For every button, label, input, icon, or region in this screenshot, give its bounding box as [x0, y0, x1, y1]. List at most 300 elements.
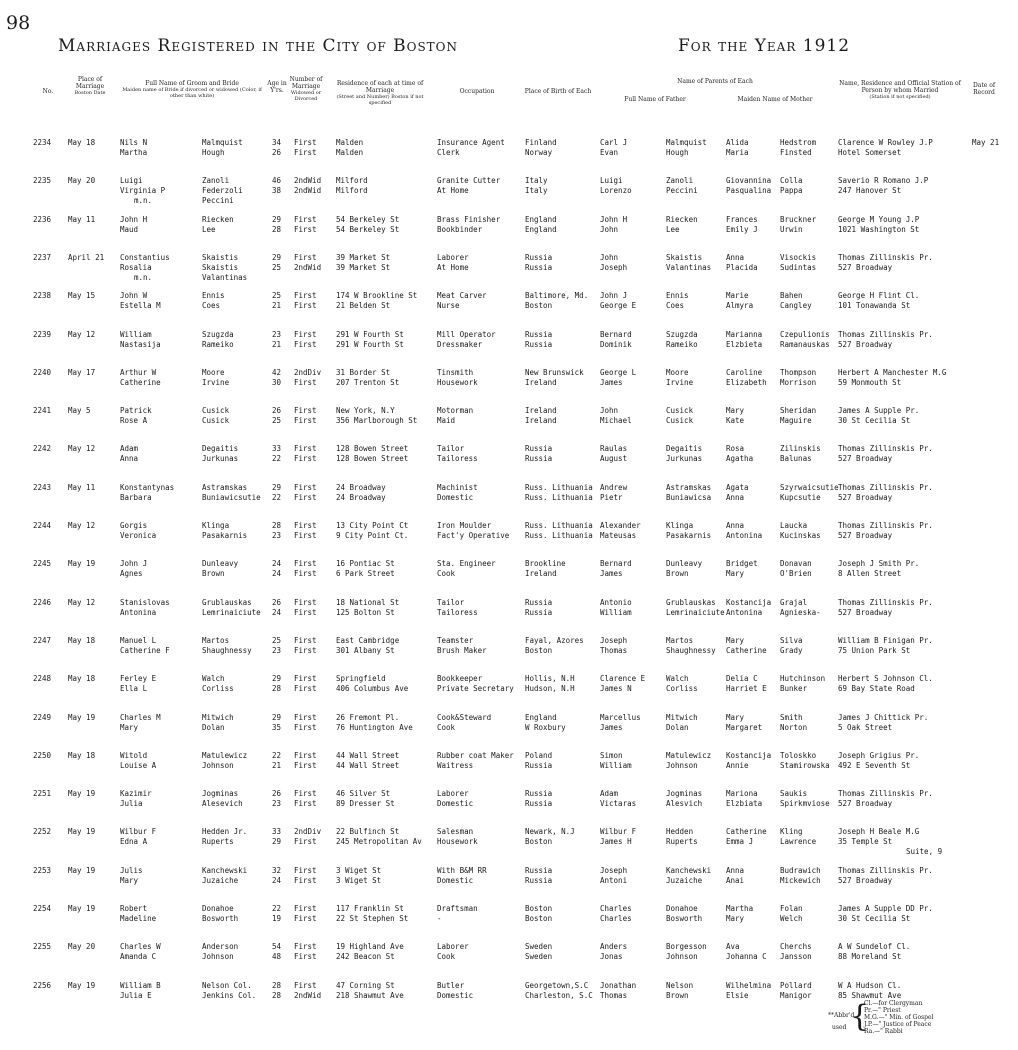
first-names-line1: Witold: [120, 750, 148, 760]
father-first-names-line1: Anders: [600, 942, 628, 952]
mother-last-names-line2: Finsted: [780, 148, 812, 157]
mother-first-names-line1: Agata: [726, 482, 749, 492]
ages-line1: 29: [272, 674, 282, 684]
ages-line2: 24: [272, 569, 282, 579]
mother-first-names-line2: Anna: [726, 492, 745, 502]
first-names-line1: Julis: [120, 865, 143, 875]
birthplaces-line1: Russia: [525, 597, 553, 607]
mother-last-names-line2: Sudintas: [780, 262, 817, 272]
marriage-numbers-line2: First: [294, 301, 317, 311]
birthplaces-line1: Georgetown,S.C: [525, 980, 589, 990]
ages-line1: 22: [272, 750, 282, 760]
last-names-line2: Cusick: [202, 416, 230, 426]
mother-last-names-line1: Sheridan: [780, 406, 817, 416]
marriage-date-line1: May 12: [68, 329, 96, 339]
mother-last-names-line1: Kling: [780, 827, 803, 837]
birthplaces-line1: England: [525, 712, 557, 722]
father-last-names-line1: Malmquist: [666, 138, 707, 147]
marriage-numbers-line2: First: [294, 148, 317, 157]
occupations-line2: Domestic: [437, 875, 474, 885]
ages-line2: 38: [272, 186, 282, 196]
birthplaces-line1: Hollis, N.H: [525, 674, 575, 684]
father-first-names-line2: Jonas: [600, 952, 623, 962]
mother-last-names-line2: Grady: [780, 645, 803, 655]
officiant-line2: 59 Monmouth St: [838, 377, 902, 387]
mother-first-names-line1: Bridget: [726, 559, 758, 569]
ages-line2: 25: [272, 416, 282, 426]
mother-last-names-line1: Visockis: [780, 252, 817, 262]
marriage-numbers-line2: First: [294, 722, 317, 732]
birthplaces-line1: England: [525, 214, 557, 224]
father-first-names-line2: James: [600, 722, 623, 732]
first-names-line2: Barbara: [120, 492, 152, 502]
mother-first-names-line1: Kostancija: [726, 597, 772, 607]
header-number-label: Number of Marriage: [289, 76, 323, 90]
ages-line2: 23: [272, 645, 282, 655]
residences-line2: 291 W Fourth St: [336, 339, 404, 349]
mother-last-names-line2: Lawrence: [780, 837, 817, 847]
father-first-names-line1: Wilbur F: [600, 827, 637, 837]
birthplaces-line2: Russia: [525, 760, 553, 770]
occupations-line1: Draftsman: [437, 904, 478, 913]
ages-line1: 46: [272, 176, 282, 186]
birthplaces-line2: Boston: [525, 645, 553, 655]
first-names-line2: Estella M: [120, 301, 161, 311]
father-last-names-line1: Klinga: [666, 521, 694, 530]
father-last-names-line1: Skaistis: [666, 252, 703, 262]
marriage-numbers-line1: First: [294, 482, 317, 492]
officiant-line1: James J Chittick Pr.: [838, 712, 929, 722]
birthplaces-line2: Sweden: [525, 952, 553, 962]
mother-first-names-line2: Elizabeth: [726, 377, 767, 387]
marriage-numbers-line1: 2ndDiv: [294, 367, 322, 377]
legend-item: J.P.—" Justice of Peace: [864, 1021, 932, 1028]
residences-line1: 24 Broadway: [336, 482, 386, 492]
father-last-names-line1: Grublauskas: [666, 597, 716, 607]
last-names-line2: Coes: [202, 301, 221, 311]
birthplaces-line1: Russ. Lithuania: [525, 521, 593, 530]
officiant-line2: 527 Broadway: [838, 454, 893, 464]
mother-last-names-line1: Bahen: [780, 291, 803, 301]
mother-last-names-line1: Silva: [780, 635, 803, 645]
marriage-date-line1: May 18: [68, 635, 96, 645]
last-names-line1: Anderson: [202, 942, 239, 952]
record-row: [0, 252, 1018, 282]
first-names-line1: Konstantynas: [120, 482, 175, 492]
legend-used: used: [832, 1024, 847, 1031]
father-first-names-line1: George L: [600, 367, 637, 377]
birthplaces-line1: Sweden: [525, 942, 553, 952]
residences-line2: 21 Belden St: [336, 301, 391, 311]
mother-last-names-line1: Bruckner: [780, 214, 817, 224]
residences-line1: 31 Border St: [336, 367, 391, 377]
first-names-line1: Ferley E: [120, 674, 157, 684]
marriage-date-line1: May 20: [68, 176, 96, 186]
father-last-names-line1: Jogminas: [666, 789, 703, 799]
occupations-line1: Insurance Agent: [437, 138, 505, 147]
legend-brace: {: [850, 999, 870, 1034]
birthplaces-line2: Russia: [525, 875, 553, 885]
first-names-line2: Amanda C: [120, 952, 157, 962]
officiant-line2: 88 Moreland St: [838, 952, 902, 962]
ages-line2: 21: [272, 760, 282, 770]
header-father: Full Name of Father: [624, 96, 686, 103]
mother-first-names-line2: Harriet E: [726, 684, 767, 694]
birthplaces-line2: W Roxbury: [525, 722, 566, 732]
header-residence: [330, 80, 430, 106]
officiant-line2: 527 Broadway: [838, 607, 893, 617]
first-names-line1: Charles W: [120, 942, 161, 952]
marriage-date-line1: May 12: [68, 521, 96, 530]
residences-line2: 245 Metropolitan Av: [336, 837, 422, 847]
father-last-names-line2: Bosworth: [666, 914, 703, 923]
marriage-numbers-line2: First: [294, 952, 317, 962]
marriage-numbers-line1: 2ndWid: [294, 176, 322, 186]
father-last-names-line2: Rameiko: [666, 339, 698, 349]
occupations-line2: Dressmaker: [437, 339, 483, 349]
officiant-line2: 492 E Seventh St: [838, 760, 911, 770]
father-last-names-line2: Johnson: [666, 760, 698, 770]
officiant-line2: 527 Broadway: [838, 531, 893, 540]
legend-list: [864, 1000, 933, 1035]
officiant-line1: Thomas Zillinskis Pr.: [838, 329, 933, 339]
record-row: [0, 904, 1018, 926]
record-row: [0, 406, 1018, 428]
last-names-line2: Jurkunas: [202, 454, 239, 464]
ages-line2: 26: [272, 148, 282, 157]
first-names-line1: Arthur W: [120, 367, 157, 377]
ages-line1: 33: [272, 444, 282, 454]
father-first-names-line2: William: [600, 607, 632, 617]
birthplaces-line1: Russia: [525, 329, 553, 339]
marriage-numbers-line2: 2ndWid: [294, 186, 322, 196]
marriage-numbers-line1: First: [294, 521, 317, 530]
birthplaces-line1: Italy: [525, 176, 548, 186]
occupations-line2: Housework: [437, 377, 478, 387]
father-last-names-line2: Ruperts: [666, 837, 698, 847]
marriage-numbers-line1: First: [294, 865, 317, 875]
ages-line2: 28: [272, 990, 282, 1000]
father-first-names-line2: Mateusas: [600, 531, 637, 540]
legend-item: M.G.—" Min. of Gospel: [864, 1014, 934, 1021]
father-last-names-line2: Buniawicsa: [666, 492, 712, 502]
mother-last-names-line2: Kupcsutie: [780, 492, 821, 502]
first-names-line2: Louise A: [120, 760, 157, 770]
marriage-date-line1: May 12: [68, 597, 96, 607]
marriage-date-line1: May 11: [68, 482, 96, 492]
last-names-line2: Rameiko: [202, 339, 234, 349]
father-first-names-line2: Antoni: [600, 875, 628, 885]
record-number-line1: 2254: [33, 904, 52, 913]
marriage-date-line1: May 11: [68, 214, 96, 224]
first-names-line1: Luigi: [120, 176, 143, 186]
record-row: [0, 176, 1018, 206]
mother-first-names-line2: Almyra: [726, 301, 754, 311]
record-row: [0, 215, 1018, 237]
birthplaces-line2: Hudson, N.H: [525, 684, 575, 694]
father-first-names-line2: Evan: [600, 148, 619, 157]
mother-first-names-line1: Marie: [726, 291, 749, 301]
father-first-names-line2: Michael: [600, 416, 632, 426]
bride-maiden-note: m.n.: [134, 196, 153, 206]
birthplaces-line2: Russ. Lithuania: [525, 531, 593, 540]
father-first-names-line1: Andrew: [600, 482, 628, 492]
officiant-line1: W A Hudson Cl.: [838, 980, 902, 990]
marriage-date-line1: May 15: [68, 291, 96, 301]
residences-line2: 128 Bowen Street: [336, 454, 409, 464]
marriage-numbers-line2: First: [294, 416, 317, 426]
record-number-line1: 2256: [33, 980, 52, 990]
residences-line1: 26 Fremont Pl.: [336, 712, 400, 722]
marriage-numbers-line1: First: [294, 980, 317, 990]
occupations-line1: Sta. Engineer: [437, 559, 496, 569]
mother-last-names-line1: Toloskko: [780, 750, 817, 760]
mother-last-names-line2: Ramanauskas: [780, 339, 830, 349]
header-parents: Name of Parents of Each: [677, 78, 753, 85]
mother-first-names-line1: Frances: [726, 214, 758, 224]
last-names-line1: Astramskas: [202, 482, 248, 492]
occupations-line1: Mill Operator: [437, 329, 496, 339]
record-row: [0, 559, 1018, 581]
record-row: [0, 483, 1018, 505]
occupations-line2: Cook: [437, 569, 456, 579]
father-first-names-line1: Charles: [600, 904, 632, 913]
officiant-line1: George M Young J.P: [838, 214, 920, 224]
residences-line2: Malden: [336, 148, 364, 157]
residences-line1: Springfield: [336, 674, 386, 684]
header-age: Age in Y'rs.: [267, 80, 287, 94]
mother-last-names-line2: Kucinskas: [780, 531, 821, 540]
bride-maiden-name: Valantinas: [202, 272, 248, 282]
mother-last-names-line2: Welch: [780, 914, 803, 923]
officiant-line1: Clarence W Rowley J.P: [838, 138, 933, 147]
officiant-line2: 30 St Cecilia St: [838, 416, 911, 426]
mother-last-names-line2: Norton: [780, 722, 808, 732]
father-first-names-line2: James H: [600, 837, 632, 847]
father-first-names-line1: John: [600, 406, 619, 416]
marriage-numbers-line1: First: [294, 942, 317, 952]
mother-first-names-line1: Anna: [726, 252, 745, 262]
last-names-line1: Szugzda: [202, 329, 234, 339]
last-names-line2: Juzaiche: [202, 875, 239, 885]
last-names-line2: Pasakarnis: [202, 531, 248, 540]
father-last-names-line1: Dunleavy: [666, 559, 703, 569]
first-names-line2: Julia E: [120, 990, 152, 1000]
marriage-numbers-line1: First: [294, 214, 317, 224]
record-number-line1: 2238: [33, 291, 52, 301]
father-last-names-line2: Irvine: [666, 377, 694, 387]
record-row: [0, 751, 1018, 773]
first-names-line2: Antonina: [120, 607, 157, 617]
father-last-names-line1: Zanoli: [666, 176, 694, 186]
residences-line2: 207 Trenton St: [336, 377, 400, 387]
officiant-line1: Thomas Zillinskis Pr.: [838, 597, 933, 607]
bride-maiden-name: Peccini: [202, 196, 234, 206]
birthplaces-line2: Boston: [525, 914, 553, 923]
first-names-line1: Patrick: [120, 406, 152, 416]
birthplaces-line1: Boston: [525, 904, 553, 913]
record-row: [0, 330, 1018, 352]
ages-line2: 23: [272, 799, 282, 809]
officiant-line1: Thomas Zillinskis Pr.: [838, 521, 933, 530]
record-row: [0, 942, 1018, 964]
birthplaces-line1: Fayal, Azores: [525, 635, 584, 645]
officiant-line1: Thomas Zillinskis Pr.: [838, 252, 933, 262]
legend-item: Cl.—for Clergyman: [864, 1000, 923, 1007]
first-names-line2: Virginia P: [120, 186, 166, 196]
ages-line2: 25: [272, 262, 282, 272]
ages-line1: 29: [272, 214, 282, 224]
mother-last-names-line1: Grajal: [780, 597, 808, 607]
last-names-line2: Buniawicsutie: [202, 492, 261, 502]
record-number-line1: 2240: [33, 367, 52, 377]
father-first-names-line2: William: [600, 760, 632, 770]
father-last-names-line2: Cusick: [666, 416, 694, 426]
ages-line2: 28: [272, 224, 282, 234]
officiant-line2: 85 Shawmut Ave: [838, 990, 902, 1000]
marriage-date-line1: May 17: [68, 367, 96, 377]
last-names-line2: Bosworth: [202, 914, 239, 923]
residences-line2: 356 Marlborough St: [336, 416, 418, 426]
legend-item: Pr.—" Priest: [864, 1007, 901, 1014]
birthplaces-line1: Russia: [525, 444, 553, 454]
marriage-numbers-line1: First: [294, 597, 317, 607]
mother-last-names-line1: Czepulionis: [780, 329, 830, 339]
father-last-names-line2: Coes: [666, 301, 685, 311]
birthplaces-line1: Finland: [525, 138, 557, 147]
officiant-line1: George H Flint Cl.: [838, 291, 920, 301]
header-place-sub: Boston Date: [74, 90, 106, 96]
officiant-line2: Hotel Somerset: [838, 148, 902, 157]
ages-line2: 22: [272, 454, 282, 464]
birthplaces-line2: Ireland: [525, 569, 557, 579]
marriage-numbers-line1: First: [294, 750, 317, 760]
marriage-numbers-line2: First: [294, 454, 317, 464]
residences-line1: Malden: [336, 138, 364, 147]
record-number-line1: 2249: [33, 712, 52, 722]
marriage-numbers-line1: First: [294, 138, 317, 147]
first-names-line1: Constantius: [120, 252, 170, 262]
father-first-names-line1: Clarence E: [600, 674, 646, 684]
occupations-line2: Fact'y Operative: [437, 531, 510, 540]
mother-last-names-line2: Morrison: [780, 377, 817, 387]
first-names-line1: William B: [120, 980, 161, 990]
occupations-line2: -: [437, 914, 442, 923]
occupations-line1: Salesman: [437, 827, 474, 837]
last-names-line1: Jogminas: [202, 789, 239, 799]
father-first-names-line2: Victaras: [600, 799, 637, 809]
first-names-line1: John H: [120, 214, 148, 224]
father-first-names-line2: John: [600, 224, 619, 234]
occupations-line2: Brush Maker: [437, 645, 487, 655]
father-last-names-line1: Kanchewski: [666, 865, 712, 875]
ages-line1: 33: [272, 827, 282, 837]
last-names-line2: Irvine: [202, 377, 230, 387]
first-names-line2: Julia: [120, 799, 143, 809]
last-names-line1: Degaitis: [202, 444, 239, 454]
father-last-names-line1: Riecken: [666, 214, 698, 224]
residences-line1: 291 W Fourth St: [336, 329, 404, 339]
father-last-names-line2: Brown: [666, 569, 689, 579]
marriage-numbers-line2: First: [294, 684, 317, 694]
residences-line2: 9 City Point Ct.: [336, 531, 409, 540]
officiant-line2: 8 Allen Street: [838, 569, 902, 579]
last-names-line2: Corliss: [202, 684, 234, 694]
header-place: [70, 76, 110, 96]
mother-first-names-line2: Mary: [726, 569, 745, 579]
register-title: Marriages Registered in the City of Boston: [58, 36, 459, 56]
residences-line1: 18 National St: [336, 597, 400, 607]
birthplaces-line2: Norway: [525, 148, 553, 157]
officiant-line2: 527 Broadway: [838, 339, 893, 349]
birthplaces-line2: Boston: [525, 301, 553, 311]
father-last-names-line2: Brown: [666, 990, 689, 1000]
marriage-date-line1: May 20: [68, 942, 96, 952]
residences-line2: 24 Broadway: [336, 492, 386, 502]
residences-line2: 76 Huntington Ave: [336, 722, 413, 732]
marriage-numbers-line2: First: [294, 569, 317, 579]
father-first-names-line1: Joseph: [600, 865, 628, 875]
father-last-names-line1: Nelson: [666, 980, 694, 990]
father-first-names-line2: James: [600, 569, 623, 579]
officiant-line2: 69 Bay State Road: [838, 684, 915, 694]
father-first-names-line2: Pietr: [600, 492, 623, 502]
last-names-line1: Matulewicz: [202, 750, 248, 760]
father-last-names-line2: Shaughnessy: [666, 645, 716, 655]
record-number-line1: 2243: [33, 482, 52, 492]
record-row: [0, 827, 1018, 857]
father-last-names-line1: Borgesson: [666, 942, 707, 952]
mother-first-names-line1: Caroline: [726, 367, 763, 377]
last-names-line2: Skaistis: [202, 262, 239, 272]
first-names-line1: Robert: [120, 904, 148, 913]
header-place-label: Place of Marriage: [75, 76, 105, 90]
record-number-line1: 2234: [33, 138, 52, 147]
birthplaces-line1: Newark, N.J: [525, 827, 575, 837]
record-number-line1: 2239: [33, 329, 52, 339]
mother-first-names-line2: Emma J: [726, 837, 754, 847]
record-row: [0, 138, 1018, 160]
father-first-names-line1: Raulas: [600, 444, 628, 454]
header-officiant-label: Name, Residence and Official Station of Person by whom Married: [839, 80, 961, 94]
record-row: [0, 598, 1018, 620]
record-row: [0, 521, 1018, 543]
father-first-names-line2: Charles: [600, 914, 632, 923]
marriage-numbers-line1: First: [294, 904, 317, 913]
occupations-line2: Bookbinder: [437, 224, 483, 234]
first-names-line1: Stanislovas: [120, 597, 170, 607]
residences-line1: 16 Pontiac St: [336, 559, 395, 569]
father-last-names-line2: Peccini: [666, 186, 698, 196]
birthplaces-line2: Russia: [525, 262, 553, 272]
father-first-names-line2: Thomas: [600, 990, 628, 1000]
officiant-line3: Suite, 9: [906, 847, 943, 857]
mother-first-names-line1: Catherine: [726, 827, 767, 837]
ages-line2: 21: [272, 339, 282, 349]
birthplaces-line2: Russia: [525, 799, 553, 809]
marriage-date-line1: May 19: [68, 827, 96, 837]
residences-line1: 13 City Point Ct: [336, 521, 409, 530]
last-names-line1: Kanchewski: [202, 865, 248, 875]
mother-first-names-line1: Martha: [726, 904, 754, 913]
officiant-line1: A W Sundelof Cl.: [838, 942, 911, 952]
officiant-line2: 247 Hanover St: [838, 186, 902, 196]
occupations-line1: Motorman: [437, 406, 474, 416]
occupations-line2: At Home: [437, 262, 469, 272]
marriage-numbers-line2: First: [294, 914, 317, 923]
birthplaces-line2: Russia: [525, 339, 553, 349]
father-last-names-line2: Hough: [666, 148, 689, 157]
